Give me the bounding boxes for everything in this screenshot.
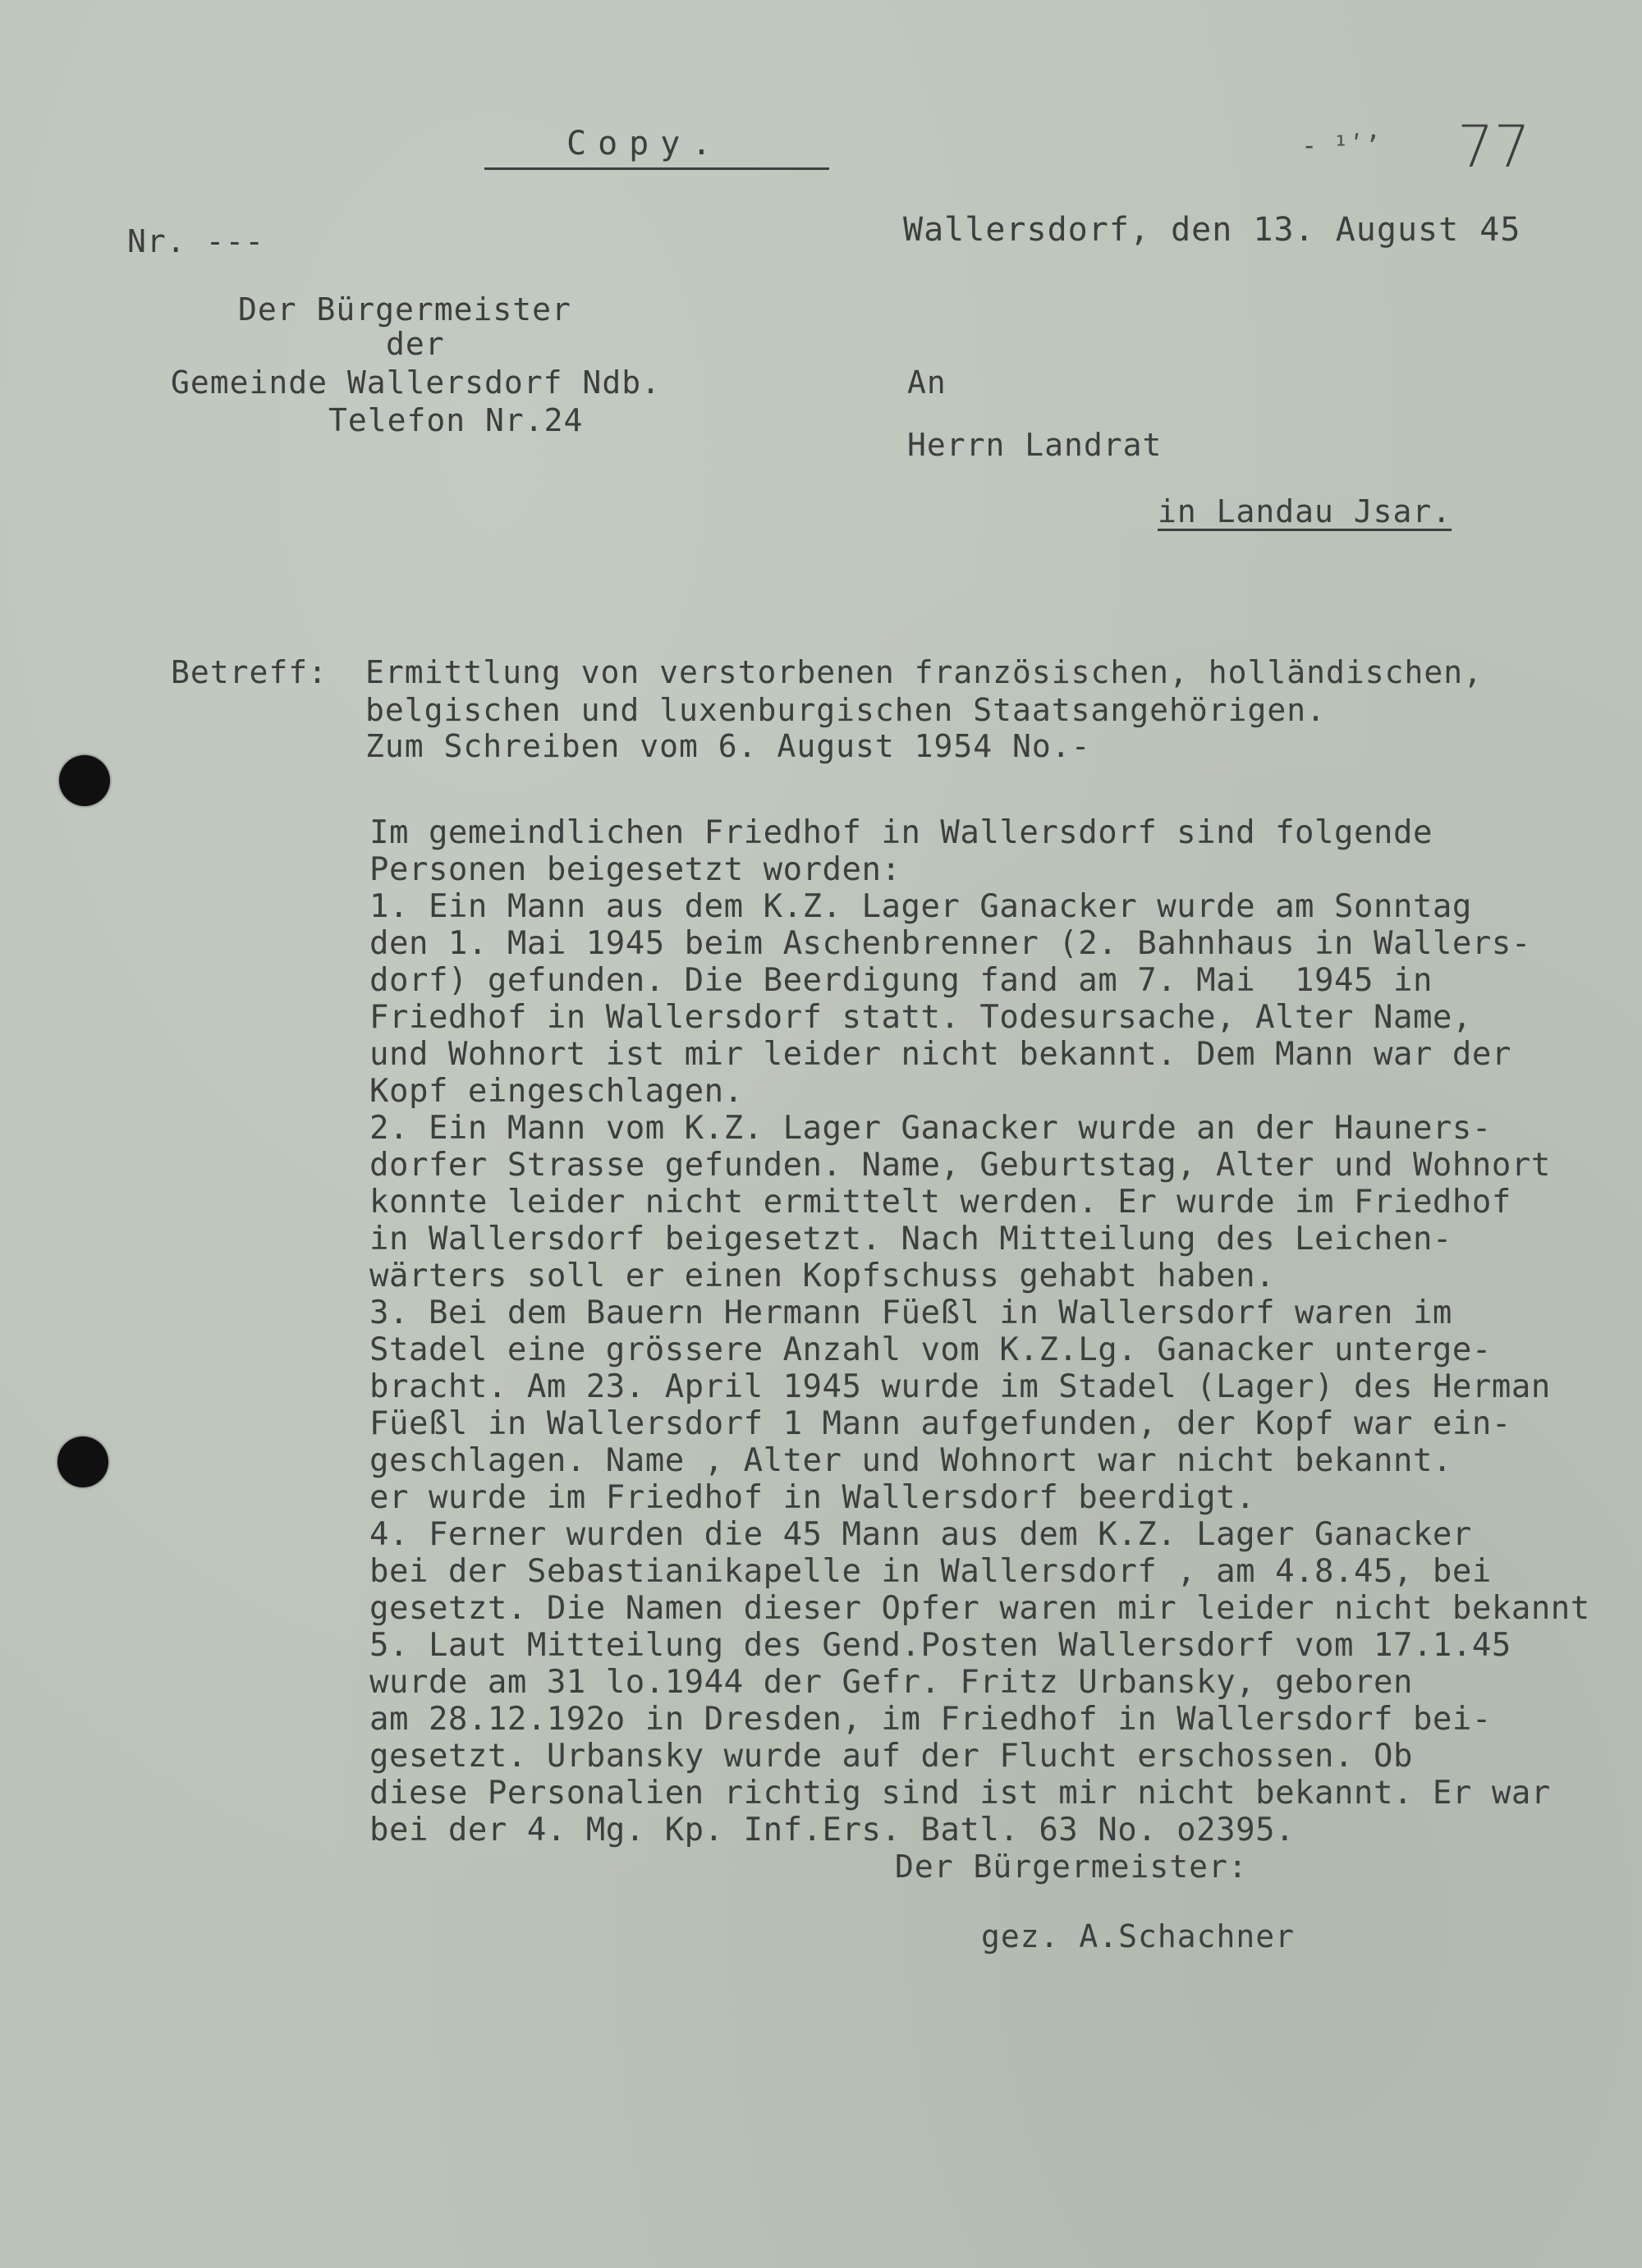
body-line: diese Personalien richtig sind ist mir nicht bekannt. Er war [369, 1775, 1551, 1812]
body-line: am 28.12.192o in Dresden, im Friedhof in Wallersdorf bei- [369, 1701, 1492, 1738]
closing-title: Der Bürgermeister: [895, 1849, 1248, 1885]
body-line: er wurde im Friedhof in Wallersdorf beerdigt. [369, 1479, 1256, 1516]
body-line: 5. Laut Mitteilung des Gend.Posten Wallersdorf vom 17.1.45 [369, 1627, 1511, 1664]
sender-telephone: Telefon Nr.24 [328, 402, 584, 438]
body-line: den 1. Mai 1945 beim Aschenbrenner (2. Bahnhaus in Wallers- [369, 925, 1531, 962]
place-date: Wallersdorf, den 13. August 45 [903, 211, 1521, 249]
body-line: Im gemeindlichen Friedhof in Wallersdorf sind folgende [369, 814, 1433, 851]
body-line: in Wallersdorf beigesetzt. Nach Mitteilung des Leichen- [369, 1221, 1452, 1258]
sender-title: Der Bürgermeister [238, 291, 571, 328]
punch-hole-top [59, 755, 110, 806]
document-title: Copy. [566, 125, 723, 163]
page-prefix-mark: - ¹ʹʼ [1301, 130, 1381, 161]
recipient-location: in Landau Jsar. [1158, 493, 1452, 529]
recipient-name: Herrn Landrat [907, 427, 1163, 463]
subject-label: Betreff: [171, 654, 328, 690]
body-line: 3. Bei dem Bauern Hermann Füeßl in Wallersdorf waren im [369, 1294, 1452, 1331]
body-line: 1. Ein Mann aus dem K.Z. Lager Ganacker wurde am Sonntag [369, 888, 1472, 925]
body-line: Personen beigesetzt worden: [369, 851, 901, 888]
page-number: 77 [1457, 113, 1531, 181]
sender-der: der [386, 326, 445, 362]
subject-line-2: belgischen und luxenburgischen Staatsangehörigen. [365, 692, 1327, 728]
body-line: Füeßl in Wallersdorf 1 Mann aufgefunden, der Kopf war ein- [369, 1405, 1511, 1442]
punch-hole-bottom [57, 1436, 108, 1487]
body-line: Friedhof in Wallersdorf statt. Todesursache, Alter Name, [369, 999, 1472, 1036]
body-line: wärters soll er einen Kopfschuss gehabt haben. [369, 1258, 1276, 1294]
body-line: konnte leider nicht ermittelt werden. Er wurde im Friedhof [369, 1184, 1511, 1221]
body-line: 4. Ferner wurden die 45 Mann aus dem K.Z. Lager Ganacker [369, 1516, 1472, 1553]
body-line: bei der 4. Mg. Kp. Inf.Ers. Batl. 63 No. o2395. [369, 1812, 1296, 1849]
reference-number: Nr. --- [127, 223, 265, 259]
sender-municipality: Gemeinde Wallersdorf Ndb. [171, 364, 661, 401]
subject-line-1: Ermittlung von verstorbenen französischen, holländischen, [365, 654, 1484, 690]
subject-line-3: Zum Schreiben vom 6. August 1954 No.- [365, 728, 1091, 764]
body-line: und Wohnort ist mir leider nicht bekannt. Dem Mann war der [369, 1036, 1511, 1073]
body-line: bracht. Am 23. April 1945 wurde im Stadel (Lager) des Herman [369, 1368, 1551, 1405]
body-line: 2. Ein Mann vom K.Z. Lager Ganacker wurde an der Hauners- [369, 1110, 1492, 1147]
body-line: gesetzt. Urbansky wurde auf der Flucht erschossen. Ob [369, 1738, 1413, 1775]
title-underline-left [484, 167, 829, 170]
body-line: wurde am 31 lo.1944 der Gefr. Fritz Urbansky, geboren [369, 1664, 1413, 1701]
recipient-an: An [907, 364, 947, 401]
body-line: geschlagen. Name , Alter und Wohnort war nicht bekannt. [369, 1442, 1452, 1479]
body-line: dorfer Strasse gefunden. Name, Geburtstag, Alter und Wohnort [369, 1147, 1551, 1184]
body-line: Kopf eingeschlagen. [369, 1073, 744, 1110]
body-line: bei der Sebastianikapelle in Wallersdorf , am 4.8.45, bei [369, 1553, 1492, 1590]
body-line: gesetzt. Die Namen dieser Opfer waren mir leider nicht bekannt [369, 1590, 1590, 1627]
body-line: dorf) gefunden. Die Beerdigung fand am 7. Mai 1945 in [369, 962, 1433, 999]
signature: gez. A.Schachner [981, 1918, 1296, 1954]
body-line: Stadel eine grössere Anzahl vom K.Z.Lg. Ganacker unterge- [369, 1331, 1492, 1368]
